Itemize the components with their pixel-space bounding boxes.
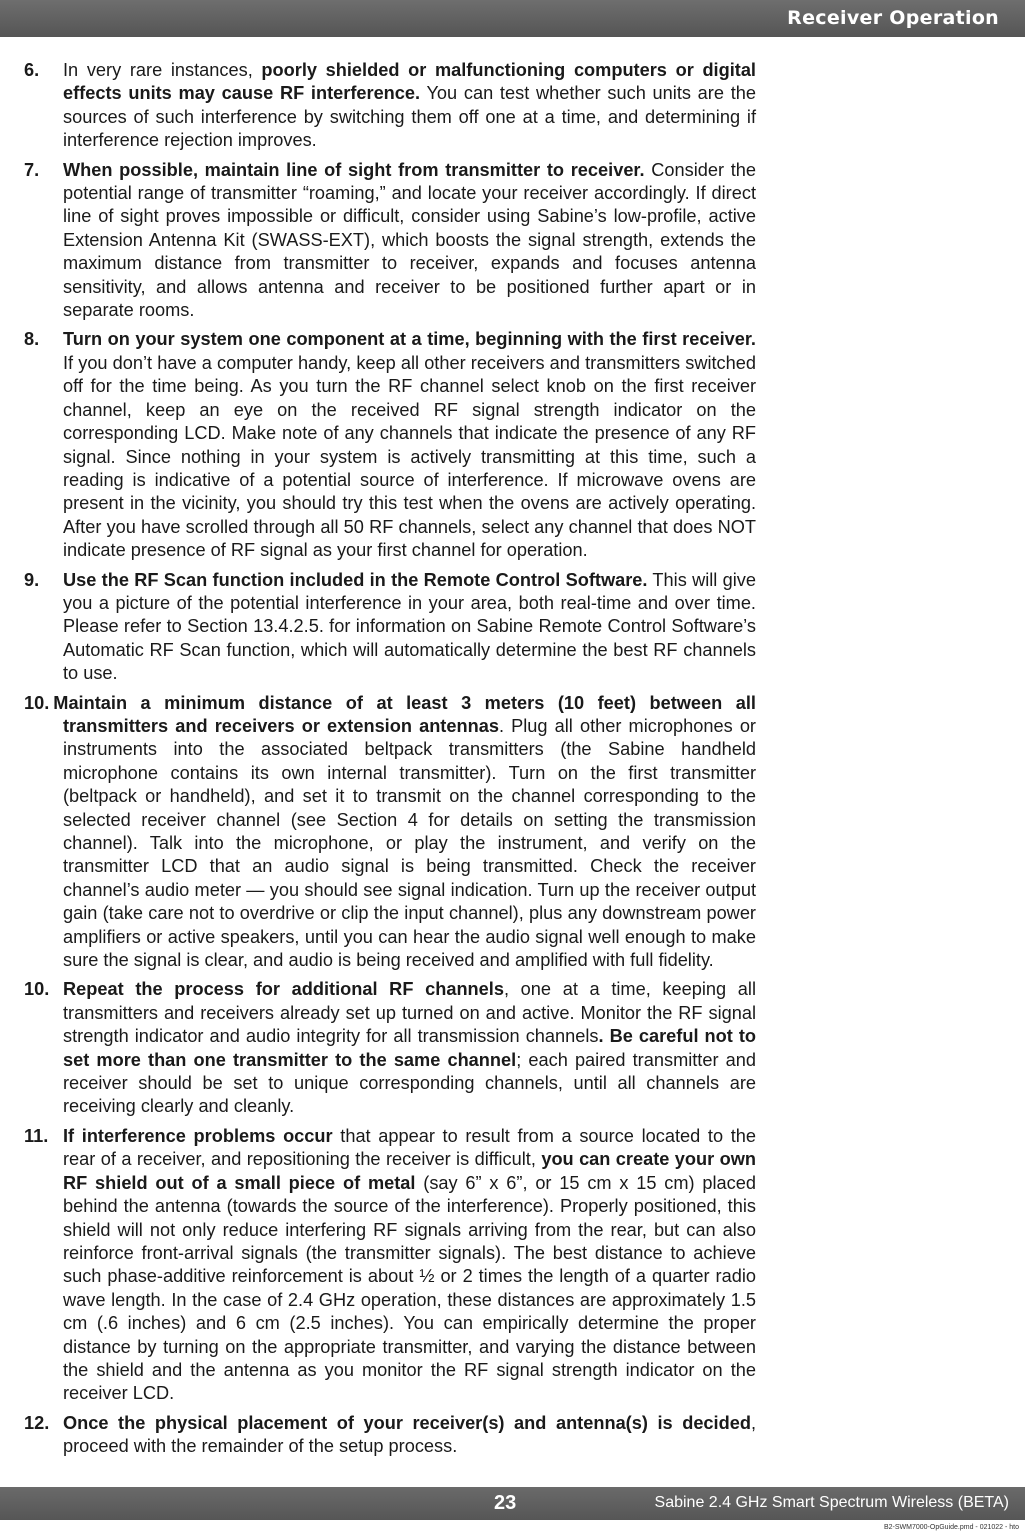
text-segment: You can test whether such units are the sources of such interference by switching them off one at a time, and determining if interference rejection improves. — [63, 83, 756, 151]
document-title: Sabine 2.4 GHz Smart Spectrum Wireless (BETA) — [654, 1494, 1009, 1511]
list-item — [24, 692, 756, 973]
section-title: Receiver Operation — [787, 7, 999, 29]
text-segment: (say 6” x 6”, or 15 cm x 15 cm) placed behind the antenna (towards the source of the interference). Properly positioned, this shield will not only reduce interfering RF signals arriving from the rear, but can also reinforce front-arrival signals (the transmitter signals). The best distance to achieve such phase-additive reinforcement is about ½ or 2 times the length of a quarter radio wave length. In the case of 2.4 GHz operation, these distances are approximately 1.5 cm (.6 inches) and 6 cm (2.5 inches). You can empirically determine the proper distance by turning on the appropriate transmitter, and varying the distance between the shield and the antenna as you monitor the RF signal strength indicator on the receiver LCD. — [63, 1172, 756, 1404]
bold-text-segment: Once the physical placement of your receiver(s) and antenna(s) is decided — [63, 1412, 751, 1433]
bold-text-segment: Repeat the process for additional RF channels — [63, 979, 504, 1000]
text-segment: In very rare instances, — [63, 60, 262, 80]
list-item-number: 9. — [24, 569, 40, 590]
list-item — [24, 1125, 756, 1406]
bold-text-segment: When possible, maintain line of sight from transmitter to receiver. — [63, 159, 645, 180]
text-segment: that appear to result from a source located to the rear of a receiver, and repositioning the receiver is difficult, — [63, 1125, 756, 1170]
list-item-number: 6. — [24, 60, 40, 80]
list-item-text — [63, 328, 756, 562]
header-bar — [0, 0, 1025, 37]
bold-text-segment: If interference problems occur — [63, 1125, 333, 1146]
list-item-number: 12. — [24, 1412, 50, 1433]
bold-text-segment: Turn on your system one component at a time, beginning with the first receiver. — [63, 329, 756, 350]
instruction-list — [24, 59, 756, 1465]
bold-text-segment: Use the RF Scan function included in the Remote Control Software. — [63, 569, 648, 590]
list-item — [24, 978, 756, 1118]
list-item-number: 7. — [24, 159, 40, 180]
list-item-text — [63, 569, 756, 686]
list-item-text — [63, 978, 756, 1118]
text-segment: Consider the potential range of transmitter “roaming,” and locate your receiver accordingly. If direct line of sight proves impossible or difficult, consider using Sabine’s low-profile, active Extension Antenna Kit (SWASS-EXT), which boosts the signal strength, extends the maximum distance from transmitter to receiver, expands and focuses antenna sensitivity, and allows antenna and receiver to be positioned further apart or in separate rooms. — [63, 159, 756, 321]
list-item-text — [63, 59, 756, 153]
list-item — [24, 569, 756, 686]
list-item-number: 10. — [24, 979, 50, 1000]
list-item — [24, 159, 756, 323]
file-stamp: B2-SWM7000-OpGuide.pmd - 021022 - hto — [883, 1524, 1019, 1531]
bold-text-segment: . Be careful not to set more than one transmitter to the same channel — [63, 1026, 756, 1070]
bold-text-segment: Maintain a minimum distance of at least 3 meters (10 feet) between all transmitters and receivers or extension antennas — [53, 692, 756, 736]
footer-bar — [0, 1487, 1025, 1520]
list-item-number: 11. — [24, 1125, 49, 1146]
bold-text-segment: you can create your own RF shield out of a small piece of metal — [63, 1149, 756, 1193]
list-item-text — [24, 692, 756, 973]
list-item — [24, 59, 756, 153]
list-item — [24, 328, 756, 562]
text-segment: , one at a time, keeping all transmitters and receivers already set up turned on and active. Monitor the RF signal strength indicator and audio integrity for all transmission channels — [63, 979, 756, 1047]
text-segment: This will give you a picture of the potential interference in your area, both real-time and over time. Please refer to Section 13.4.2.5. for information on Sabine Remote Control Software’s Automatic RF Scan function, which will automatically determine the best RF channels to use. — [63, 569, 757, 684]
list-item-number: 8. — [24, 329, 40, 350]
text-segment: ; each paired transmitter and receiver should be set to unique corresponding channels, until all channels are receiving clearly and cleanly. — [63, 1049, 757, 1117]
list-item-text — [63, 1125, 756, 1406]
bold-text-segment: poorly shielded or malfunctioning computers or digital effects units may cause RF interference. — [63, 60, 756, 104]
text-segment: , proceed with the remainder of the setup process. — [63, 1412, 756, 1457]
text-segment: If you don’t have a computer handy, keep all other receivers and transmitters switched off for the time being. As you turn the RF channel select knob on the first receiver channel, keep an eye on the received RF signal strength indicator on the corresponding LCD. Make note of any channels that indicate the presence of any RF signal. Since nothing in your system is actively transmitting at this time, such a reading is indicative of a potential source of interference. If microwave ovens are present in the vicinity, you should try this test when the ovens are actively operating. After you have scrolled through all 50 RF channels, select any channel that does NOT indicate presence of RF signal as your first channel for operation. — [63, 352, 756, 561]
list-item-text — [63, 1412, 756, 1459]
text-segment: . Plug all other microphones or instruments into the associated beltpack transmitters (the Sabine handheld microphone contains its own internal transmitter). Turn on the first transmitter (beltpack or handheld), and set it to transmit on the channel corresponding to the selected receiver channel (see Section 4 for details on setting the transmission channel). Talk into the microphone, or play the instrument, and verify on the transmitter LCD that an audio signal is being transmitted. Check the receiver channel’s audio meter — you should see signal indication. Turn up the receiver output gain (take care not to overdrive or clip the input channel), plus any downstream power amplifiers or active speakers, until you can hear the audio signal well enough to make sure the signal is clear, and audio is being received and amplified with full fidelity. — [63, 715, 756, 971]
page-number: 23 — [494, 1492, 517, 1514]
list-item-text — [63, 159, 756, 323]
list-item-number: 10. — [24, 692, 50, 713]
list-item — [24, 1412, 756, 1459]
